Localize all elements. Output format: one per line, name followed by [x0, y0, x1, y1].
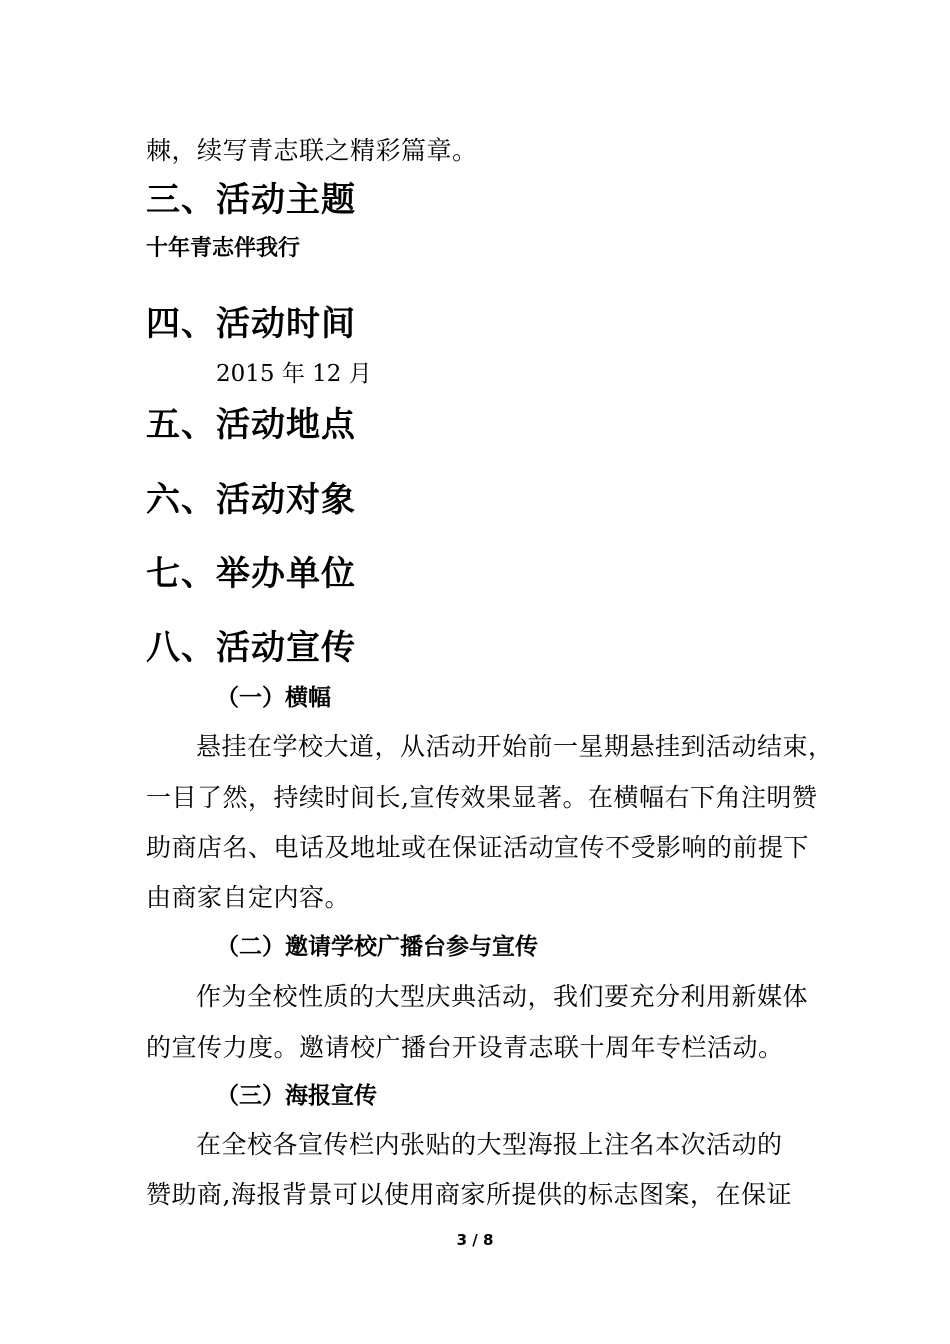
page-number: 3 / 8: [456, 1231, 494, 1249]
paragraph-line: 由商家自定内容。: [146, 883, 351, 912]
paragraph-line: 作为全校性质的大型庆典活动，我们要充分利用新媒体: [196, 982, 809, 1011]
section-3-heading: 三、活动主题: [146, 180, 356, 220]
subsection-2-title: （二）邀请学校广播台参与宣传: [216, 934, 538, 960]
section-4-heading: 四、活动时间: [146, 304, 356, 344]
subsection-1-title: （一）横幅: [216, 685, 331, 711]
paragraph-line: 的宣传力度。邀请校广播台开设青志联十周年专栏活动。: [146, 1033, 784, 1062]
section-6-heading: 六、活动对象: [146, 480, 356, 520]
section-8-heading: 八、活动宣传: [146, 628, 356, 668]
intro-line: 棘，续写青志联之精彩篇章。: [146, 136, 478, 165]
paragraph-line: 一目了然，持续时间长,宣传效果显著。在横幅右下角注明赞: [146, 783, 818, 812]
subsection-3-title: （三）海报宣传: [216, 1083, 377, 1109]
paragraph-line: 助商店名、电话及地址或在保证活动宣传不受影响的前提下: [146, 833, 810, 862]
paragraph-line: 赞助商,海报背景可以使用商家所提供的标志图案，在保证: [146, 1180, 792, 1209]
paragraph-line: 悬挂在学校大道，从活动开始前一星期悬挂到活动结束，: [196, 732, 834, 761]
section-7-heading: 七、举办单位: [146, 554, 356, 594]
section-5-heading: 五、活动地点: [146, 405, 356, 445]
paragraph-line: 在全校各宣传栏内张贴的大型海报上注名本次活动的: [196, 1130, 783, 1159]
section-4-content: 2015 年 12 月: [216, 361, 372, 387]
section-3-content: 十年青志伴我行: [146, 236, 301, 261]
